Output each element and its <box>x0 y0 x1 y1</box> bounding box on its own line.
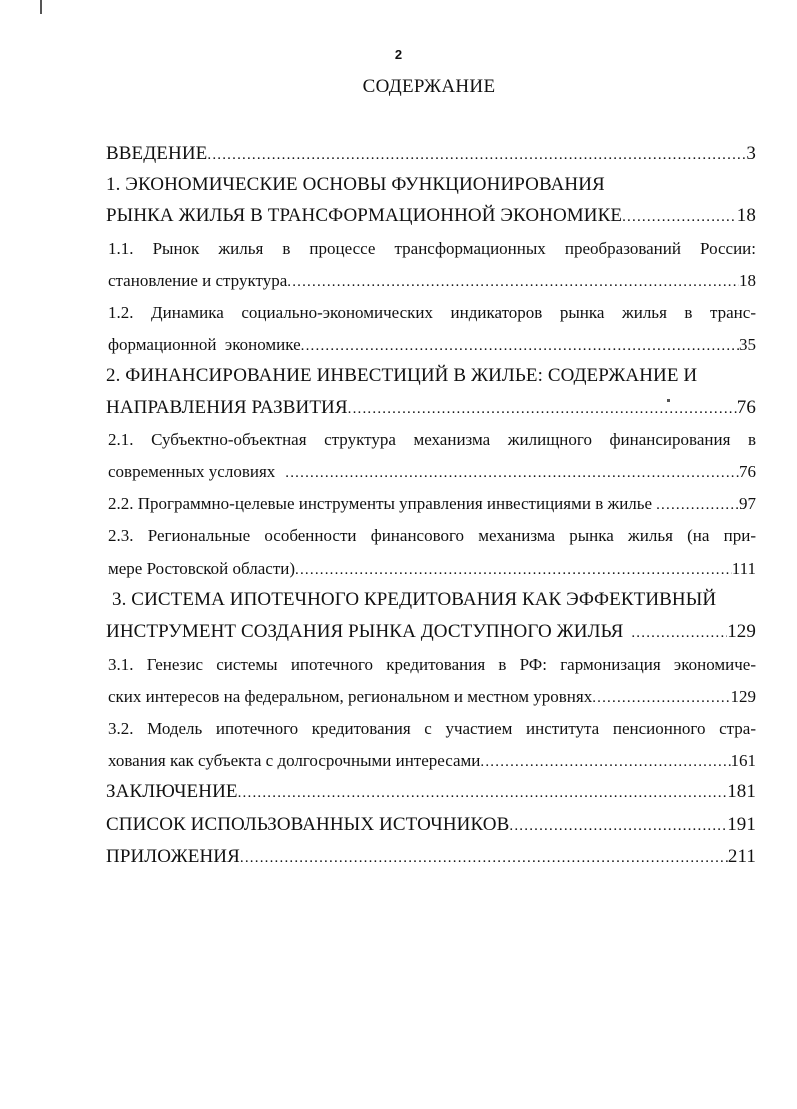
toc-entry-label: 2.1. Субъектно-объектная структура механизма жилищного финансирования в <box>108 430 756 449</box>
toc-entry-section-2-1-line-1[interactable] <box>108 427 756 453</box>
toc-page-number: 18 <box>736 205 756 226</box>
toc-leader-dots <box>295 557 732 582</box>
toc-entry-label: РЫНКА ЖИЛЬЯ В ТРАНСФОРМАЦИОННОЙ ЭКОНОМИКЕ <box>106 205 623 226</box>
toc-entry-label: хования как субъекта с долгосрочными интересами <box>108 751 481 770</box>
toc-entry-label: 1.2. Динамика социально-экономических индикаторов рынка жилья в транс- <box>108 303 756 322</box>
toc-entry-appendix[interactable] <box>106 844 756 870</box>
toc-leader-dots <box>207 142 746 167</box>
toc-leader-dots <box>285 460 739 485</box>
toc-entry-label: 1.1. Рынок жилья в процессе трансформационных преобразований России: <box>108 239 756 258</box>
toc-page-number: 111 <box>731 559 756 578</box>
toc-entry-section-2-1-line-2[interactable] <box>108 459 756 485</box>
toc-entry-label: ПРИЛОЖЕНИЯ <box>106 846 240 867</box>
scan-mark-top-left <box>40 0 42 14</box>
toc-entry-label: 2. ФИНАНСИРОВАНИЕ ИНВЕСТИЦИЙ В ЖИЛЬЕ: СОДЕРЖАНИЕ И <box>106 365 698 386</box>
toc-entry-conclusion[interactable] <box>106 779 756 805</box>
toc-entry-label: 1. ЭКОНОМИЧЕСКИЕ ОСНОВЫ ФУНКЦИОНИРОВАНИЯ <box>106 174 605 195</box>
toc-page-number: 211 <box>727 846 756 867</box>
toc-entry-section-3-2-line-2[interactable] <box>108 748 756 774</box>
toc-leader-dots <box>592 685 730 710</box>
toc-entry-chapter-3-line-2[interactable] <box>106 619 756 645</box>
toc-entry-label: формационной экономике <box>108 335 301 354</box>
toc-page-number: 97 <box>739 494 756 513</box>
toc-leader-dots <box>238 780 728 805</box>
toc-entry-chapter-2-line-2[interactable] <box>106 395 756 421</box>
toc-leader-dots <box>631 620 727 645</box>
toc-entry-label: 2.3. Региональные особенности финансового механизма рынка жилья (на при- <box>108 526 756 545</box>
toc-entry-label: НАПРАВЛЕНИЯ РАЗВИТИЯ <box>106 397 348 418</box>
toc-leader-dots <box>287 269 739 294</box>
toc-leader-dots <box>656 492 739 517</box>
toc-leader-dots <box>480 749 730 774</box>
toc-entry-chapter-1-line-2[interactable] <box>106 203 756 229</box>
toc-entry-label: 3.1. Генезис системы ипотечного кредитования в РФ: гармонизация экономиче- <box>108 655 756 674</box>
page-number: 2 <box>394 47 403 62</box>
page-title: СОДЕРЖАНИЕ <box>362 76 496 97</box>
toc-entry-section-1-1-line-2[interactable] <box>108 268 756 294</box>
toc-entry-section-1-1-line-1[interactable] <box>108 236 756 262</box>
toc-entry-section-2-3-line-1[interactable] <box>108 523 756 549</box>
toc-page-number: 129 <box>730 687 756 706</box>
toc-page-number: 76 <box>736 397 756 418</box>
toc-leader-dots <box>301 333 739 358</box>
toc-page-number: 161 <box>730 751 756 770</box>
toc-leader-dots <box>509 813 727 838</box>
toc-entry-label: ВВЕДЕНИЕ <box>106 143 208 164</box>
toc-entry-section-3-1-line-1[interactable] <box>108 652 756 678</box>
toc-entry-label: 2.2. Программно-целевые инструменты управления инвестициями в жилье <box>108 494 653 513</box>
toc-leader-dots <box>622 204 737 229</box>
toc-entry-section-1-2-line-1[interactable] <box>108 300 756 326</box>
toc-entry-chapter-1-line-1[interactable] <box>106 172 756 198</box>
toc-page-number: 181 <box>727 781 756 802</box>
toc-entry-section-3-2-line-1[interactable] <box>108 716 756 742</box>
toc-page-number: 35 <box>739 335 756 354</box>
toc-entry-label: современных условиях <box>108 462 276 481</box>
toc-entry-label: СПИСОК ИСПОЛЬЗОВАННЫХ ИСТОЧНИКОВ <box>106 814 510 835</box>
toc-entry-label: 3. СИСТЕМА ИПОТЕЧНОГО КРЕДИТОВАНИЯ КАК ЭФФЕКТИВНЫЙ <box>112 589 717 610</box>
toc-entry-section-2-2[interactable] <box>108 491 756 517</box>
toc-entry-chapter-2-line-1[interactable] <box>106 363 756 389</box>
toc-entry-intro[interactable] <box>106 141 756 167</box>
toc-page-number: 18 <box>739 271 756 290</box>
toc-leader-dots <box>240 845 728 870</box>
toc-page-number: 76 <box>739 462 756 481</box>
toc-page-number: 129 <box>727 621 756 642</box>
toc-page-number: 3 <box>746 143 756 164</box>
toc-entry-section-3-1-line-2[interactable] <box>108 684 756 710</box>
toc-entry-section-2-3-line-2[interactable] <box>108 556 756 582</box>
toc-entry-label: 3.2. Модель ипотечного кредитования с участием института пенсионного стра- <box>108 719 756 738</box>
toc-entry-chapter-3-line-1[interactable] <box>112 587 762 613</box>
toc-entry-sources[interactable] <box>106 812 756 838</box>
toc-entry-label: становление и структура <box>108 271 288 290</box>
toc-entry-section-1-2-line-2[interactable] <box>108 332 756 358</box>
toc-entry-label: мере Ростовской области) <box>108 559 296 578</box>
toc-entry-label: ских интересов на федеральном, региональном и местном уровнях <box>108 687 593 706</box>
toc-leader-dots <box>348 396 737 421</box>
toc-page-number: 191 <box>727 814 756 835</box>
toc-entry-label: ЗАКЛЮЧЕНИЕ <box>106 781 238 802</box>
toc-entry-label: ИНСТРУМЕНТ СОЗДАНИЯ РЫНКА ДОСТУПНОГО ЖИЛЬЯ <box>106 621 624 642</box>
